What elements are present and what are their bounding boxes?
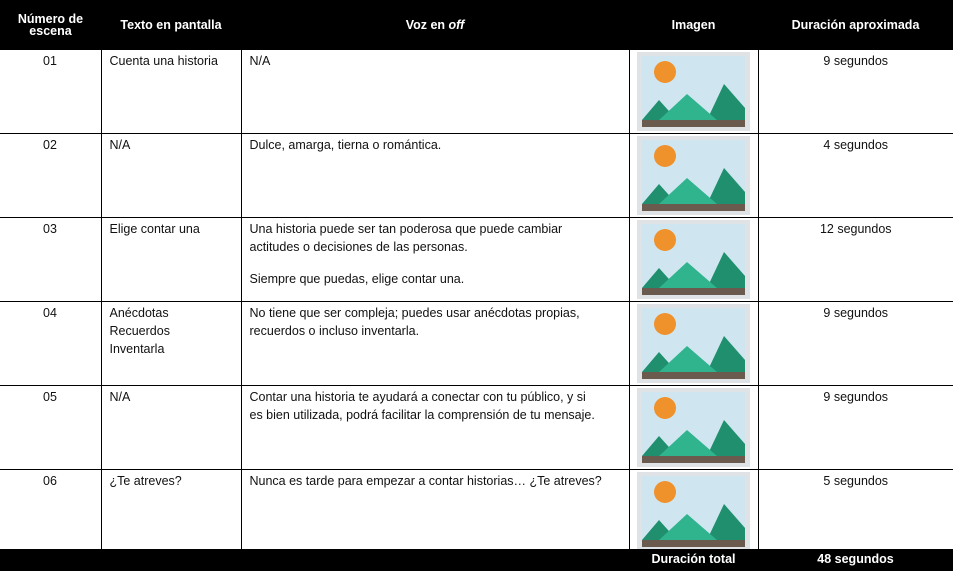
voice-over-cell: [241, 470, 629, 554]
image-cell: [629, 302, 758, 386]
image-cell: [629, 218, 758, 302]
voice-over-cell: [241, 218, 629, 302]
screen-text-cell: [101, 302, 241, 386]
screen-text-line: N/A: [109, 138, 131, 152]
duration-value: 9 segundos: [823, 54, 889, 68]
screen-text-cell: [101, 470, 241, 554]
header-screen-text: Texto en pantalla: [101, 0, 241, 50]
landscape-placeholder-icon: [637, 52, 750, 131]
image-cell: [629, 50, 758, 134]
scene-number-cell: [0, 218, 101, 302]
voice-over-line: Siempre que puedas, elige contar una.: [249, 272, 465, 286]
screen-text-line: Cuenta una historia: [109, 54, 218, 68]
duration-value: 9 segundos: [823, 306, 889, 320]
voice-over-line: No tiene que ser compleja; puedes usar anécdotas propias,: [249, 306, 580, 320]
table-row: [0, 302, 953, 386]
header-voice-off: [241, 0, 629, 50]
total-value: 48 segundos: [817, 552, 894, 566]
duration-value: 5 segundos: [823, 474, 889, 488]
screen-text-cell: [101, 218, 241, 302]
scene-number: 02: [43, 138, 57, 152]
landscape-placeholder-icon: [637, 136, 750, 215]
landscape-placeholder-icon: [637, 388, 750, 467]
scene-number-cell: [0, 470, 101, 554]
duration-cell: [758, 386, 953, 470]
scene-number-cell: [0, 50, 101, 134]
screen-text-line: Elige contar una: [109, 222, 200, 236]
screen-text-line: Inventarla: [109, 342, 165, 356]
voice-over-line: Contar una historia te ayudará a conectar con tu público, y si: [249, 390, 586, 404]
screen-text-line: N/A: [109, 390, 131, 404]
duration-cell: [758, 134, 953, 218]
image-cell: [629, 470, 758, 554]
landscape-placeholder-icon: [637, 220, 750, 299]
header-voice-prefix: Voz en: [405, 17, 449, 32]
voice-over-cell: [241, 386, 629, 470]
scene-number-cell: [0, 134, 101, 218]
landscape-placeholder-icon: [637, 304, 750, 383]
header-row: [0, 0, 953, 50]
screen-text-line: Recuerdos: [109, 324, 170, 338]
screen-text-cell: [101, 50, 241, 134]
landscape-placeholder-icon: [637, 472, 750, 551]
scene-number-cell: [0, 386, 101, 470]
voice-over-line: es bien utilizada, podrá facilitar la comprensión de tu mensaje.: [249, 408, 595, 422]
voice-over-cell: [241, 302, 629, 386]
duration-value: 4 segundos: [823, 138, 889, 152]
scene-number: 06: [43, 474, 57, 488]
table-row: [0, 470, 953, 554]
duration-cell: [758, 218, 953, 302]
table-row: [0, 50, 953, 134]
screen-text-line: Anécdotas: [109, 306, 169, 320]
table-row: [0, 134, 953, 218]
duration-value: 9 segundos: [823, 390, 889, 404]
table-row: [0, 218, 953, 302]
voice-over-cell: [241, 134, 629, 218]
voice-over-line: actitudes o decisiones de las personas.: [249, 240, 468, 254]
header-voice-italic: off: [448, 17, 465, 32]
duration-value: 12 segundos: [819, 222, 892, 236]
screen-text-line: ¿Te atreves?: [109, 474, 182, 488]
duration-cell: [758, 302, 953, 386]
duration-cell: [758, 50, 953, 134]
voice-over-line: N/A: [249, 54, 271, 68]
table-body: [0, 50, 953, 553]
voice-over-line: Una historia puede ser tan poderosa que puede cambiar: [249, 222, 563, 236]
scene-number: 03: [43, 222, 57, 236]
scene-number-cell: [0, 302, 101, 386]
header-image: Imagen: [629, 0, 758, 50]
table-row: [0, 386, 953, 470]
total-bar: [0, 549, 953, 571]
voice-over-line: Dulce, amarga, tierna o romántica.: [249, 138, 442, 152]
header-scene-number: Número de escena: [0, 0, 101, 50]
screen-text-cell: [101, 386, 241, 470]
scene-number: 05: [43, 390, 57, 404]
voice-over-line: recuerdos o incluso inventarla.: [249, 324, 420, 338]
header-duration: Duración aproximada: [758, 0, 953, 50]
duration-cell: [758, 470, 953, 554]
voice-over-line: [250, 256, 621, 270]
voice-over-cell: [241, 50, 629, 134]
screen-text-cell: [101, 134, 241, 218]
scene-number: 01: [43, 54, 57, 68]
total-label: Duración total: [651, 552, 736, 566]
voice-over-line: Nunca es tarde para empezar a contar historias… ¿Te atreves?: [249, 474, 602, 488]
image-cell: [629, 386, 758, 470]
scene-number: 04: [43, 306, 57, 320]
image-cell: [629, 134, 758, 218]
